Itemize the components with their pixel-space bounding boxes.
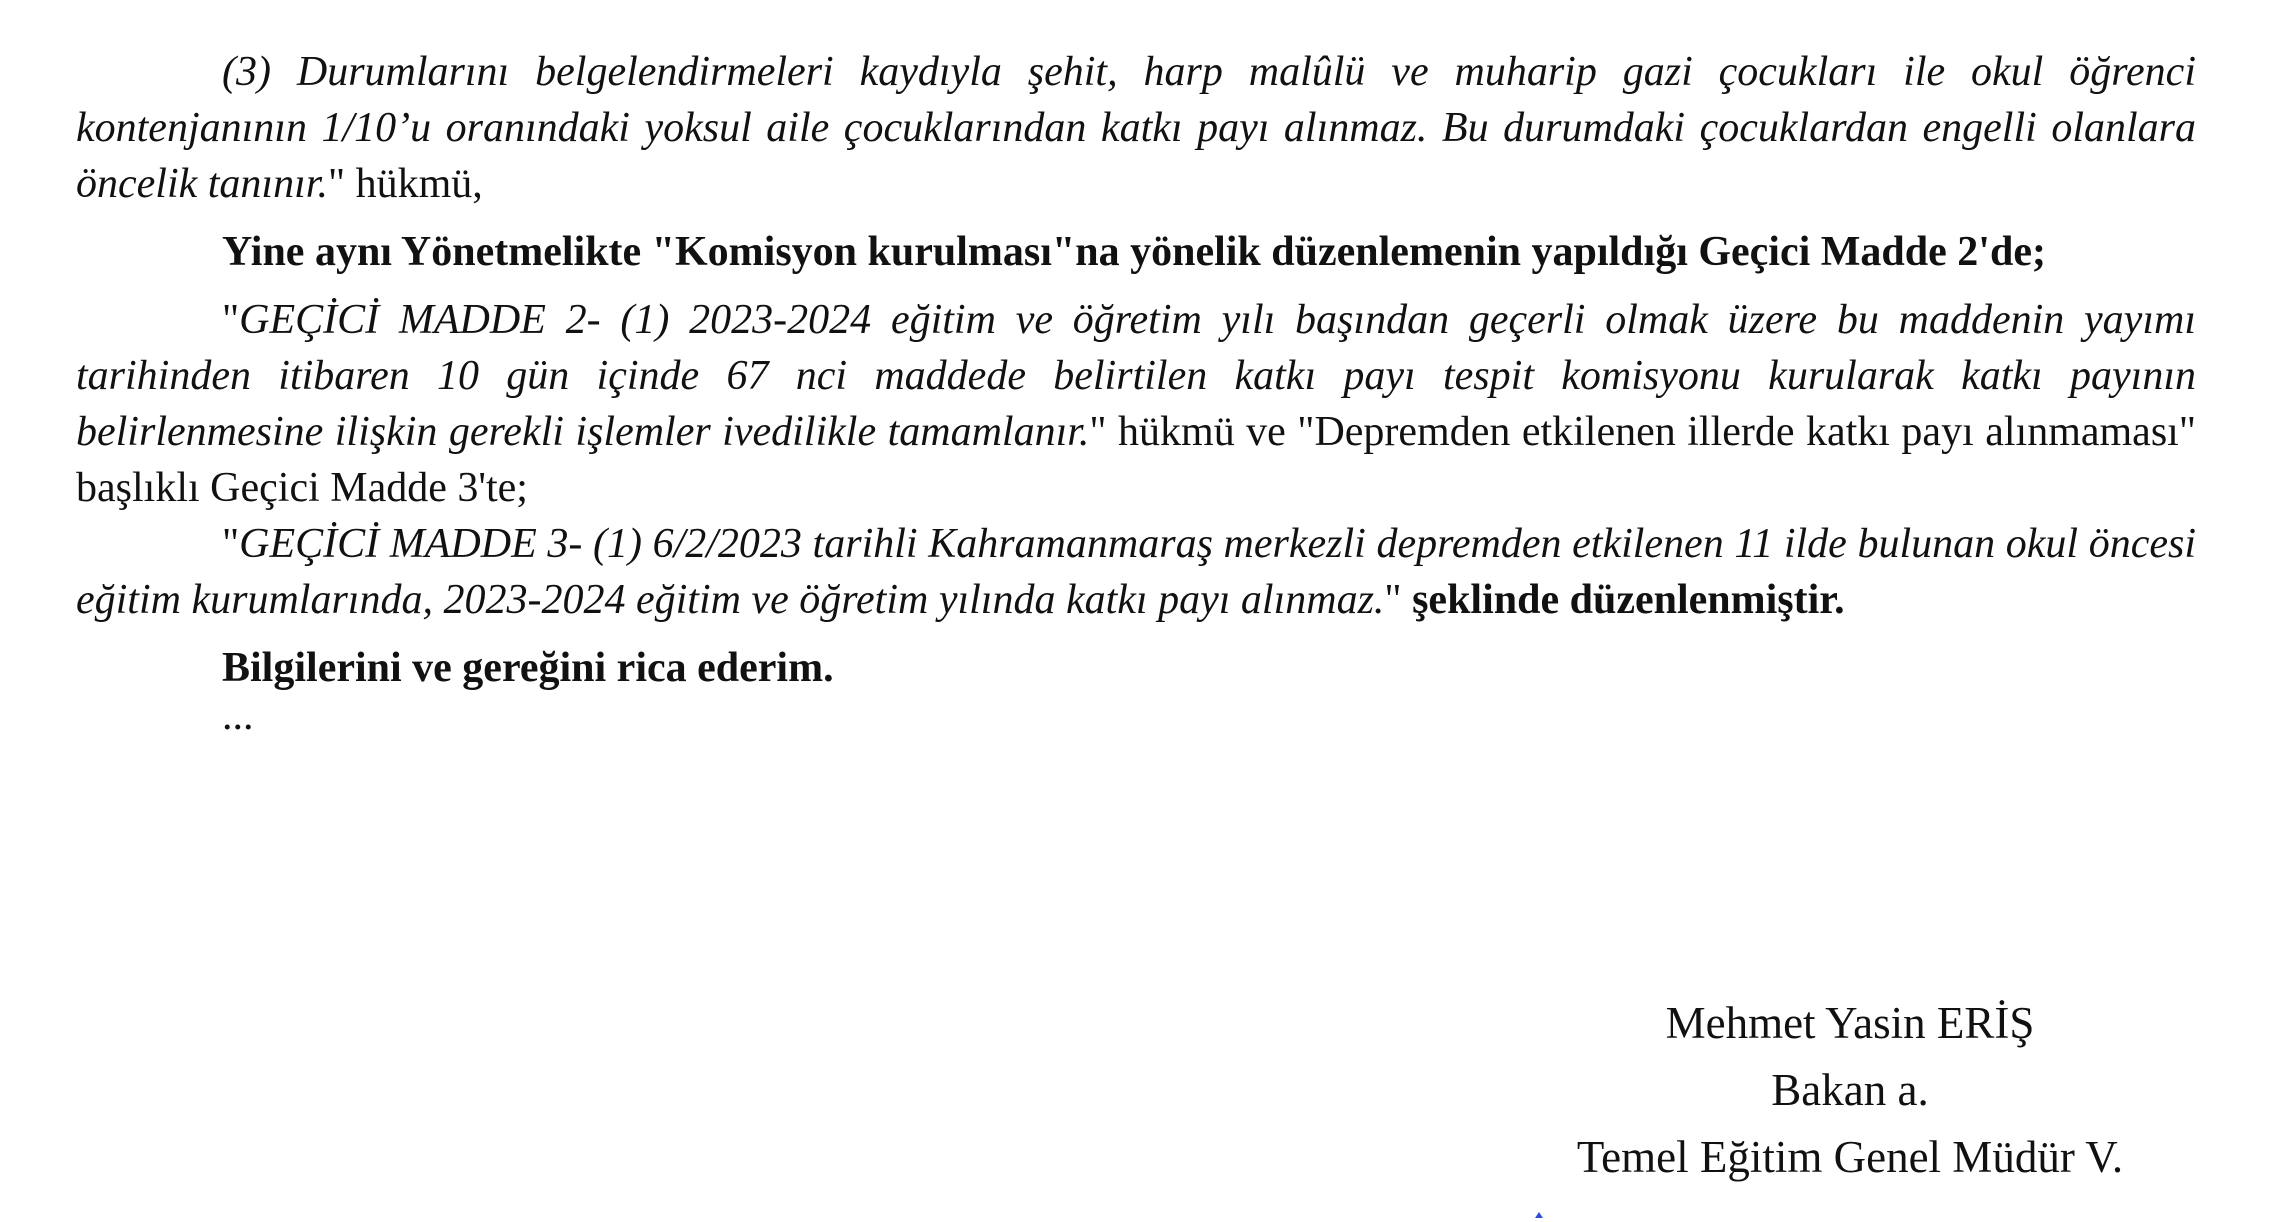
request-text: Bilgilerini ve gereğini rica ederim.: [222, 645, 834, 691]
open-quote: ": [222, 521, 240, 567]
closing-quote: ": [1384, 577, 1413, 623]
quoted-temporary-article-2: GEÇİCİ MADDE 2- (1) 2023-2024 eğitim ve öğretim yılı başından geçerli olmak üzere bu maddenin yayımı tarihinden itibaren 10 gün içinde 67 nci maddede belirtilen katkı payı tespit komisyonu kurularak katkı payının belirlenmesine ilişkin gerekli işlemler ivedilikle tamamlanır.: [76, 297, 2196, 455]
blue-mark-icon: [1535, 1212, 1543, 1218]
ellipsis: ...: [222, 693, 254, 739]
closing-phrase: " hükmü,: [327, 161, 483, 207]
closing-phrase: " hükmü ve "Depremden etkilenen illerde katkı payı alınmaması" başlıklı Geçici Madde 3'te;: [76, 409, 2196, 511]
paragraph-temporary-article-2: [76, 292, 2196, 516]
paragraph-temporary-article-3: [76, 516, 2196, 628]
signature-block: [1490, 990, 2210, 1191]
document-body: [76, 44, 2196, 739]
paragraph-request: [76, 640, 2196, 696]
signatory-position: Temel Eğitim Genel Müdür V.: [1576, 1132, 2124, 1182]
quoted-temporary-article-3: GEÇİCİ MADDE 3- (1) 6/2/2023 tarihli Kahramanmaraş merkezli depremden etkilenen 11 ilde bulunan okul öncesi eğitim kurumlarında, 2023-2024 eğitim ve öğretim yılında katkı payı alınmaz.: [76, 521, 2196, 623]
quoted-article-text: (3) Durumlarını belgelendirmeleri kaydıyla şehit, harp malûlü ve muharip gazi çocukları ile okul öğrenci kontenjanının 1/10’u oranındaki yoksul aile çocuklarından katkı payı alınmaz. Bu durumdaki çocuklardan engelli olanlara öncelik tanınır.: [76, 49, 2196, 207]
paragraph-article-3: [76, 44, 2196, 212]
bold-intro-text: Yine aynı Yönetmelikte "Komisyon kurulması"na yönelik düzenlemenin yapıldığı Geçici Madde 2'de;: [222, 229, 2046, 275]
open-quote: ": [222, 297, 240, 343]
bold-conclusion: şeklinde düzenlenmiştir.: [1412, 577, 1845, 623]
paragraph-temporary-article-2-intro: [76, 224, 2196, 280]
signatory-title: Bakan a.: [1771, 1065, 1929, 1115]
signatory-name: Mehmet Yasin ERİŞ: [1665, 998, 2035, 1048]
